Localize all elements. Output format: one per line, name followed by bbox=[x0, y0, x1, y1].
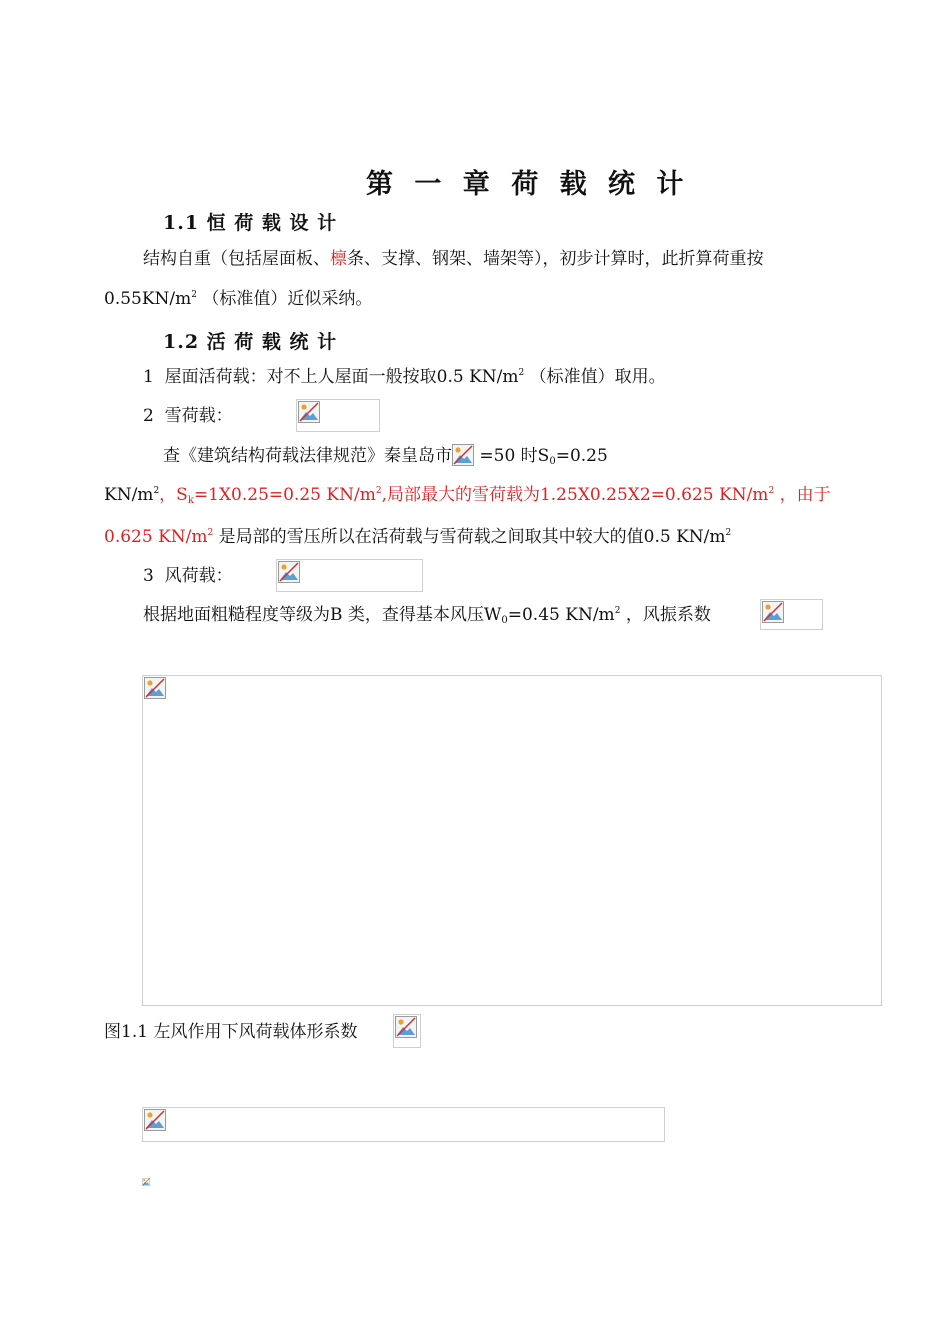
inline-image bbox=[452, 444, 474, 466]
item-snow-load: 2 雪荷载： bbox=[143, 406, 233, 426]
item-wind-load: 3 风荷载： bbox=[143, 566, 233, 586]
formula-image-small bbox=[142, 1178, 152, 1188]
snow-paragraph-line1: 查《建筑结构荷载法律规范》秦皇岛市 =50 时$S_0=0.25$ bbox=[163, 446, 608, 467]
broken-image-icon bbox=[142, 1178, 150, 1186]
paragraph-self-weight: 结构自重（包括屋面板、檩条、支撑、钢架、墙架等），初步计算时，此折算荷重按 bbox=[143, 249, 764, 269]
section-title-live-load: 1.2 活 荷 载 统 计 bbox=[163, 331, 338, 353]
broken-image-icon bbox=[144, 1109, 166, 1131]
broken-image-icon bbox=[298, 401, 320, 423]
snow-formula-image bbox=[296, 399, 380, 432]
wind-paragraph: 根据地面粗糙程度等级为B 类，查得基本风压$W_0=0.45$ $KN/m^2$ ，风振系数 bbox=[143, 605, 711, 626]
broken-image-icon bbox=[395, 1016, 417, 1038]
broken-image-icon bbox=[452, 444, 474, 466]
broken-image-icon bbox=[762, 601, 784, 623]
section-title-dead-load: 1.1 恒 荷 载 设 计 bbox=[163, 212, 338, 234]
broken-image-icon bbox=[278, 561, 300, 583]
paragraph-self-weight-line2: $0.55KN/m^2$ （标准值）近似采纳。 bbox=[104, 289, 373, 309]
wind-vibration-coefficient-image bbox=[760, 599, 823, 630]
snow-paragraph-line2: $KN/m^2$，$S_k=1X0.25=0.25$ $KN/m^2$,局部最大的雪荷载为1.25X0.25X2=0.625 $KN/m^2$ ，由于 bbox=[104, 485, 831, 506]
broken-image-icon bbox=[144, 677, 166, 699]
chapter-title: 第 一 章 荷 载 统 计 bbox=[366, 169, 690, 200]
item-roof-live-load: 1 屋面活荷载：对不上人屋面一般按取0.5 $KN/m^2$ （标准值）取用。 bbox=[143, 367, 666, 387]
wind-shape-coefficient-figure bbox=[142, 675, 882, 1006]
snow-paragraph-line3: 0.625 $KN/m^2$ 是局部的雪压所以在活荷载与雪荷载之间取其中较大的值0.5 $KN/m^2$ bbox=[104, 527, 732, 547]
figure-caption: 图1.1 左风作用下风荷载体形系数 bbox=[104, 1022, 358, 1042]
wind-formula-image bbox=[276, 559, 423, 592]
formula-image-wide bbox=[142, 1107, 665, 1142]
caption-inline-image bbox=[393, 1014, 421, 1048]
